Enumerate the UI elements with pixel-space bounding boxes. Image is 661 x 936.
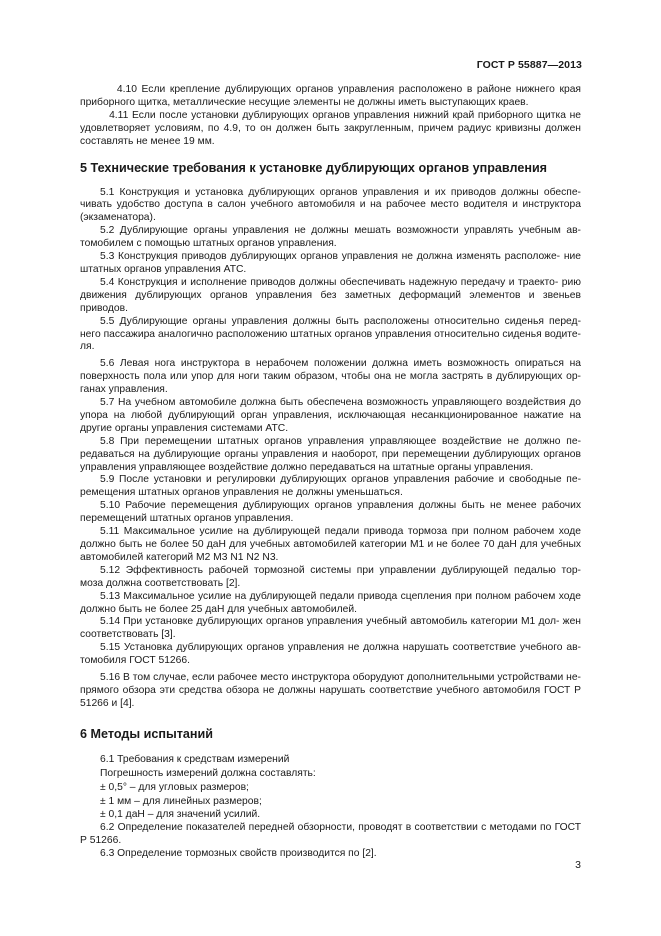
section-6-lines [80,754,581,861]
section-5-paragraph: 5.15 Установка дублирующих органов управления не должна нарушать соответствие учебного ав- томобиля ГОСТ 51266. [80,642,581,667]
section-6-line: ± 0,5° – для угловых размеров; [100,781,249,793]
section-5-paragraph: 5.13 Максимальное усилие на дублирующей педали привода сцепления при полном рабочем ходе должно быть не более 25 даН для учебных автомобилей. [80,590,581,615]
section-6-line: Погрешность измерений должна составлять: [100,767,316,779]
section-5-paragraph: 5.10 Рабочие перемещения дублирующих органов управления должны быть не менее рабочих перемещений штатных органов управления. [80,500,581,525]
section-5-paragraph: 5.14 При установке дублирующих органов управления учебный автомобиль категории М1 дол- жен соответствовать [3]. [80,616,581,641]
paragraph-4-10 [80,84,581,110]
section-5-paragraphs [80,187,581,711]
section-6-line: 6.1 Требования к средствам измерений [100,753,290,765]
document-body [80,84,581,861]
section-5-paragraph: 5.2 Дублирующие органы управления не должны мешать возможности управлять учебным ав- томобилем с помощью штатных органов управления. [80,225,581,250]
paragraph-4-11-rest: удовлетворяет условиям, по 4.9, то он должен быть закругленным, причем радиус кривизны должен составлять не менее 19 мм. [80,122,581,147]
section-5-paragraph: 5.6 Левая нога инструктора в нерабочем положении должна иметь возможность опираться на поверхность пола или упор для ноги таким образом, чтобы она не могла застрять в дублирующих ор- ганах управления. [80,358,581,396]
paragraph-4-10-text: 4.10 Если крепление дублирующих органов управления расположено в районе нижнего края [80,84,581,95]
paragraph-4-11-text: 4.11 Если после установки дублирующих органов управления нижний край приборного щитка не [80,109,581,121]
section-5-paragraph: 5.7 На учебном автомобиле должна быть обеспечена возможность управляющего воздействия до упора на любой дублирующий орган управления, исключающая несанкционированное нажатие на другие органы управления системами АТС. [80,397,581,434]
section-5-paragraph: 5.8 При перемещении штатных органов управления управляющее воздействие не должно пе- редаваться на дублирующие органы управления и наоборот, при перемещении дублирующих органов управления управляющее воздействие должно передаваться на штатные органы управления. [80,435,581,473]
section-6-heading: 6 Методы испытаний [80,726,213,741]
standard-number: ГОСТ Р 55887—2013 [476,59,582,71]
paragraph-4-11 [80,110,581,149]
section-5-paragraph: 5.5 Дублирующие органы управления должны быть расположены относительно сиденья перед- него пассажира аналогично расположению штатных органов управления относительно сиденья водите- ля. [80,315,581,353]
section-6-line: 6.2 Определение показателей передней обзорности, проводят в соответствии с методами по ГОСТ Р 51266. [80,822,581,847]
section-5-paragraph: 5.12 Эффективность рабочей тормозной системы при управлении дублирующей педалью тор- моза должна соответствовать [2]. [80,564,581,589]
section-5-paragraph: 5.11 Максимальное усилие на дублирующей педали привода тормоза при полном рабочем ходе должно быть не более 50 даН для учебных автомобилей категории М1 и не более 70 даН для учебных автомобилей категорий М2 М3 N1 N2 N3. [80,526,581,563]
section-5-paragraph: 5.16 В том случае, если рабочее место инструктора оборудуют дополнительными устройствами не- прямого обзора эти средства обзора не должны нарушать соответствие учебного автомобиля ГОСТ Р 51266 и [4]. [80,672,581,709]
paragraph-4-10-rest: приборного щитка, металлические несущие элементы не должны иметь выступающих краев. [80,96,529,108]
section-6-line: 6.3 Определение тормозных свойств производится по [2]. [100,848,377,860]
section-5-paragraph: 5.4 Конструкция и исполнение приводов должны обеспечивать надежную передачу и траекто- рию движения дублирующих органов управления без заметных деформаций элементов и звеньев приводов. [80,276,581,314]
page-number: 3 [575,859,581,871]
section-5-paragraph: 5.1 Конструкция и установка дублирующих органов управления и их приводов должны обеспе- чивать удобство доступа в салон учебного автомобиля и на рабочее место водителя и инструктора (экзаменатора). [80,186,581,224]
section-5-heading: 5 Технические требования к установке дублирующих органов управления [80,160,548,175]
section-6-line: ± 1 мм – для линейных размеров; [100,795,262,807]
section-5-paragraph: 5.3 Конструкция приводов дублирующих органов управления не должна изменять расположе- ние штатных органов управления АТС. [80,251,581,275]
section-6-line: ± 0,1 даН – для значений усилий. [100,809,261,821]
section-5-paragraph: 5.9 После установки и регулировки дублирующих органов управления рабочие и свободные пе- ремещения штатных органов управления не должны уменьшаться. [80,474,581,499]
